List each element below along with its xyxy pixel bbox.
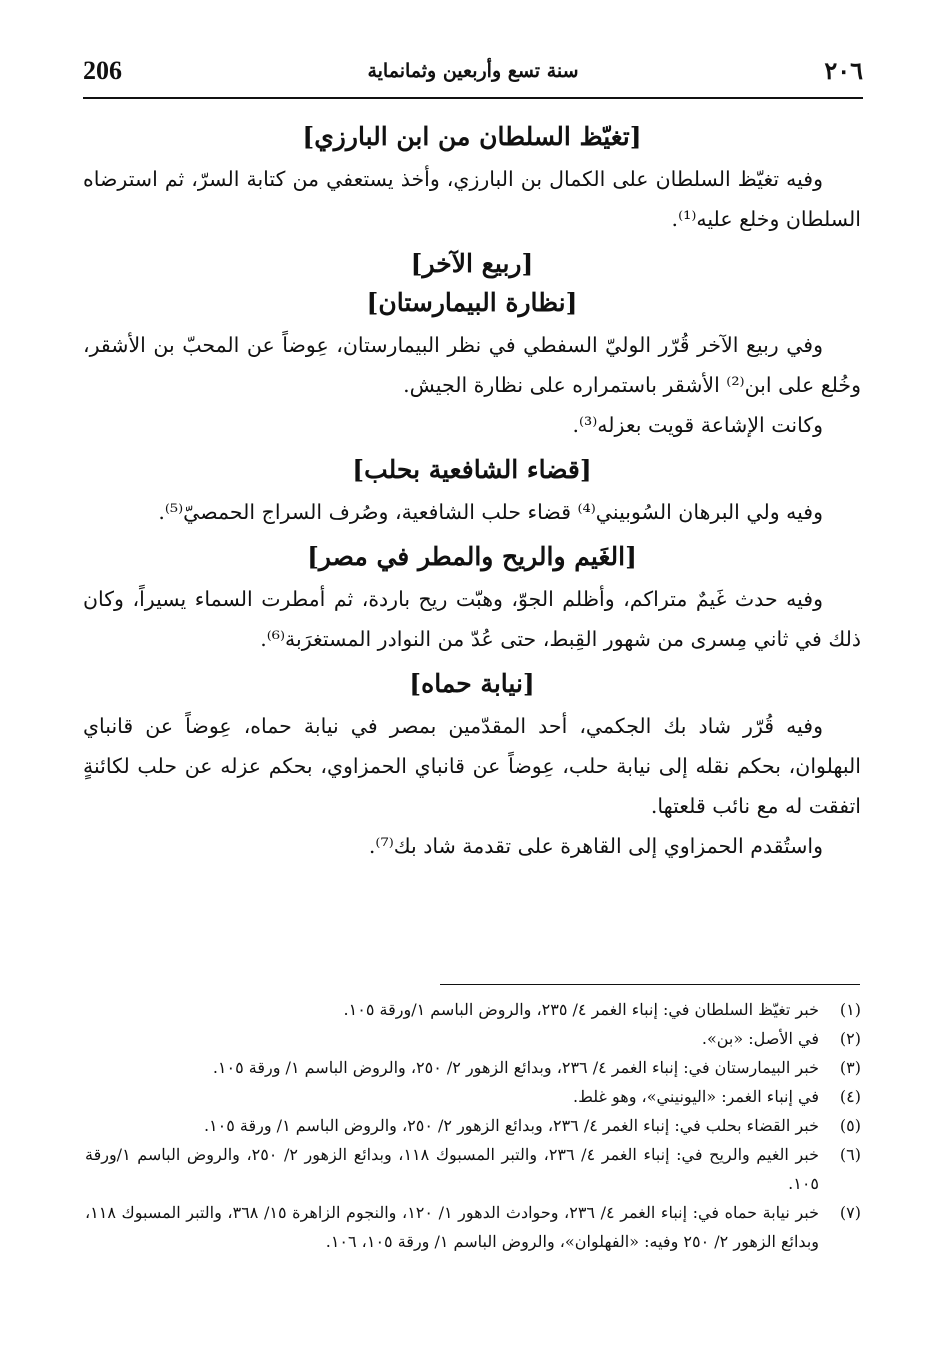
footnote: [85, 1082, 861, 1111]
page-number-arabic: ٢٠٦: [824, 56, 863, 85]
section-heading: [نظارة البيمارستان]: [366, 288, 578, 317]
footnote-text: في إنباء الغمر: «اليونيني»، وهو غلط.: [572, 1087, 819, 1106]
footnote: [85, 1140, 861, 1198]
footnote-number: (٥): [839, 1116, 861, 1135]
footnotes: [85, 995, 861, 1256]
page-header: [83, 56, 863, 96]
running-title: سنة تسع وأربعين وثمانماية: [367, 60, 579, 82]
footnote: [85, 1024, 861, 1053]
footnote-rule: [440, 984, 860, 985]
page-number-latin: 206: [83, 56, 122, 85]
footnote-text: خبر تغيّظ السلطان في: إنباء الغمر ٤/ ٢٣٥، والروض الباسم ١/ورقة ١٠٥.: [343, 1000, 819, 1019]
footnote-number: (١): [839, 1000, 861, 1019]
paragraph: وفيه حدث غَيمٌ متراكم، وأظلم الجوّ، وهبّت ريح باردة، ثم أمطرت السماء يسيراً، وكان ذلك في ثاني مِسرى من شهور القِبط، حتى عُدّ من النوادر المستغرَبة⁽⁶⁾.: [83, 587, 861, 651]
footnote-number: (٢): [839, 1029, 861, 1048]
paragraph: واستُقدم الحمزاوي إلى القاهرة على تقدمة شاد بك⁽⁷⁾.: [368, 834, 823, 858]
paragraph: وفيه قُرّر شاد بك الجكمي، أحد المقدّمين بمصر في نيابة حماه، عِوضاً عن قانباي البهلوان، بحكم نقله إلى نيابة حلب، عِوضاً عن قانباي الحمزاوي، بحكم عزله عن حلب لكائنةٍ اتفقت له مع نائب قلعتها.: [83, 714, 861, 818]
section-heading: [نيابة حماه]: [409, 669, 535, 698]
footnote: [85, 1198, 861, 1256]
paragraph: وفيه ولي البرهان السُوبيني⁽⁴⁾ قضاء حلب الشافعية، وصُرف السراج الحمصيّ⁽⁵⁾.: [158, 500, 823, 524]
footnote-text: خبر القضاء بحلب في: إنباء الغمر ٤/ ٢٣٦، وبدائع الزهور ٢/ ٢٥٠، والروض الباسم ١/ ورقة ١٠٥.: [203, 1116, 819, 1135]
section-heading: [ربيع الآخر]: [410, 249, 534, 278]
footnote-text: خبر الغيم والريح في: إنباء الغمر ٤/ ٢٣٦، والتبر المسبوك ١١٨، وبدائع الزهور ٢/ ٢٥٠، والروض الباسم ١/ورقة ١٠٥.: [85, 1145, 820, 1193]
footnote: [85, 1111, 861, 1140]
footnote: [85, 995, 861, 1024]
paragraph: وفي ربيع الآخر قُرّر الوليّ السفطي في نظر البيمارستان، عِوضاً عن المحبّ بن الأشقر، وخُلع على ابن⁽²⁾ الأشقر باستمراره على نظارة الجيش.: [83, 333, 861, 397]
footnote-number: (٣): [839, 1058, 861, 1077]
footnote-text: خبر نيابة حماه في: إنباء الغمر ٤/ ٢٣٦، وحوادث الدهور ١/ ١٢٠، والنجوم الزاهرة ١٥/ ٣٦٨، والتبر المسبوك ١١٨، وبدائع الزهور ٢/ ٢٥٠ وفيه: «الفهلوان»، والروض الباسم ١/ ورقة ١٠٥، ١٠٦.: [85, 1203, 819, 1251]
header-rule: [83, 97, 863, 99]
footnote-number: (٦): [839, 1145, 861, 1164]
footnote: [85, 1053, 861, 1082]
section-heading: [قضاء الشافعية بحلب]: [352, 455, 592, 484]
paragraph: وفيه تغيّظ السلطان على الكمال بن البارزي، وأخذ يستعفي من كتابة السرّ، ثم استرضاه السلطان وخلع عليه⁽¹⁾.: [83, 167, 861, 231]
footnote-text: خبر البيمارستان في: إنباء الغمر ٤/ ٢٣٦، وبدائع الزهور ٢/ ٢٥٠، والروض الباسم ١/ ورقة ١٠٥.: [212, 1058, 819, 1077]
footnote-number: (٤): [839, 1087, 861, 1106]
footnote-text: في الأصل: «بن».: [701, 1029, 819, 1048]
main-text: [83, 112, 861, 866]
paragraph: وكانت الإشاعة قويت بعزله⁽³⁾.: [572, 413, 823, 437]
footnote-number: (٧): [839, 1203, 861, 1222]
section-heading: [الغَيم والريح والمطر في مصر]: [307, 542, 637, 571]
section-heading: [تغيّظ السلطان من ابن البارزي]: [302, 122, 642, 151]
